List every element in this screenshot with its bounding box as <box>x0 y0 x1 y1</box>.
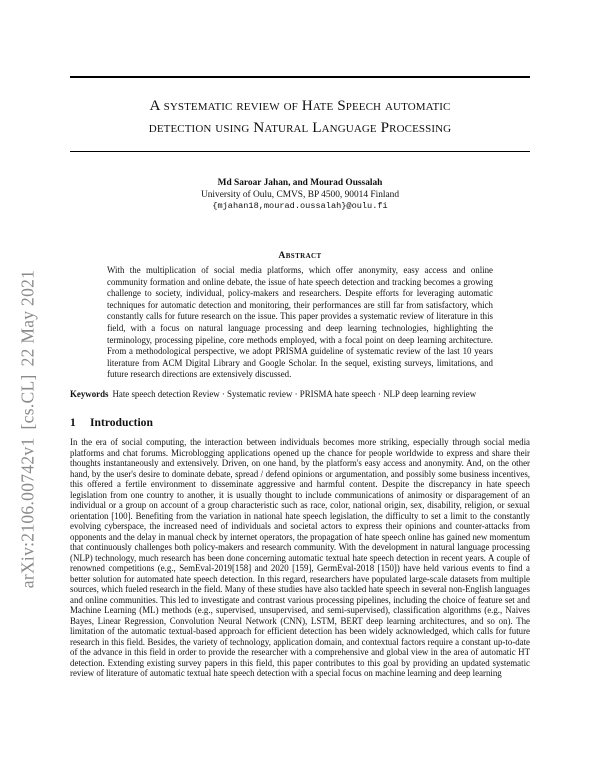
arxiv-date: 22 May 2021 <box>17 269 38 367</box>
section-number: 1 <box>70 416 76 429</box>
keywords-line <box>70 389 530 400</box>
section-title: Introduction <box>90 416 153 429</box>
abstract-text: With the multiplication of social media platforms, which offer anonymity, easy access and online community formation and online debate, the issue of hate speech detection and tracking becomes a growing challenge to society, individual, policy-makers and researchers. Despite efforts for leveraging automatic techniques for automatic detection and monitoring, their performances are still far from satisfactory, which constantly calls for future research on the issue. This paper provides a systematic review of literature in this field, with a focus on natural language processing and deep learning technologies, highlighting the terminology, processing pipeline, core methods employed, with a focal point on deep learning architecture. From a methodological perspective, we adopt PRISMA guideline of systematic review of the last 10 years literature from ACM Digital Library and Google Scholar. In the sequel, existing surveys, limitations, and future research directions are extensively discussed. <box>107 265 493 380</box>
introduction-paragraph: In the era of social computing, the interaction between individuals becomes more striking, especially through social media platforms and chat forums. Microblogging applications opened up the chance for people worldwide to express and share their thoughts instantaneously and extensively. Driven, on one hand, by the platform's easy access and anonymity. And, on the other hand, by the user's desire to dominate debate, spread / defend opinions or argumentation, and possibly some business incentives, this offered a fertile environment to disseminate aggressive and harmful content. Despite the discrepancy in hate speech legislation from one country to another, it is usually thought to include communications of animosity or disparagement of an individual or a group on account of a group characteristic such as race, color, national origin, sex, disability, religion, or sexual orientation [100]. Benefiting from the variation in national hate speech legislation, the difficulty to set a limit to the constantly evolving cyberspace, the increased need of individuals and societal actors to express their opinions and counter-attacks from opponents and the delay in manual check by internet operators, the propagation of hate speech online has gained new momentum that continuously challenges both policy-makers and research community. With the development in natural language processing (NLP) technology, much research has been done concerning automatic textual hate speech detection in recent years. A couple of renowned competitions (e.g., SemEval-2019[158] and 2020 [159], GermEval-2018 [150]) have held various events to find a better solution for automated hate speech detection. In this regard, researchers have populated large-scale datasets from multiple sources, which fueled research in the field. Many of these studies have also tackled hate speech in several non-English languages and online communities. This led to investigate and contrast various processing pipelines, including the choice of feature set and Machine Learning (ML) methods (e.g., supervised, unsupervised, and semi-supervised), classification algorithms (e.g., Naives Bayes, Linear Regression, Convolution Neural Network (CNN), LSTM, BERT deep learning architectures, and so on). The limitation of the automatic textual-based approach for efficient detection has been widely acknowledged, which calls for future research in this field. Besides, the variety of technology, application domain, and contextual factors require a constant up-to-date of the advance in this field in order to provide the researcher with a comprehensive and global view in the area of automatic HT detection. Extending existing survey papers in this field, this paper contributes to this goal by providing an updated systematic review of literature of automatic textual hate speech detection with a special focus on machine learning and deep learning <box>70 437 530 678</box>
paper-title <box>70 95 530 139</box>
title-bottom-rule <box>70 151 530 152</box>
keywords-text: Hate speech detection Review · Systematic review · PRISMA hate speech · NLP deep learning review <box>112 389 477 399</box>
keywords-label: Keywords <box>70 389 109 399</box>
arxiv-sidebar-stamp <box>18 262 39 588</box>
author-affiliation: University of Oulu, CMVS, BP 4500, 90014 Finland <box>200 189 400 200</box>
abstract-heading: Abstract <box>278 250 322 261</box>
arxiv-id[interactable]: arXiv:2106.00742v1 <box>17 437 38 589</box>
title-top-rule <box>70 76 530 78</box>
author-email[interactable]: {mjahan18,mourad.oussalah}@oulu.fi <box>212 201 388 211</box>
title-line-2: detection using Natural Language Processing <box>148 119 452 136</box>
title-line-1: A systematic review of Hate Speech automatic <box>149 97 451 114</box>
author-names: Md Saroar Jahan, and Mourad Oussalah <box>217 178 383 188</box>
author-block <box>70 178 530 213</box>
section-heading-introduction <box>70 416 153 429</box>
arxiv-category[interactable]: [cs.CL] <box>17 374 38 430</box>
